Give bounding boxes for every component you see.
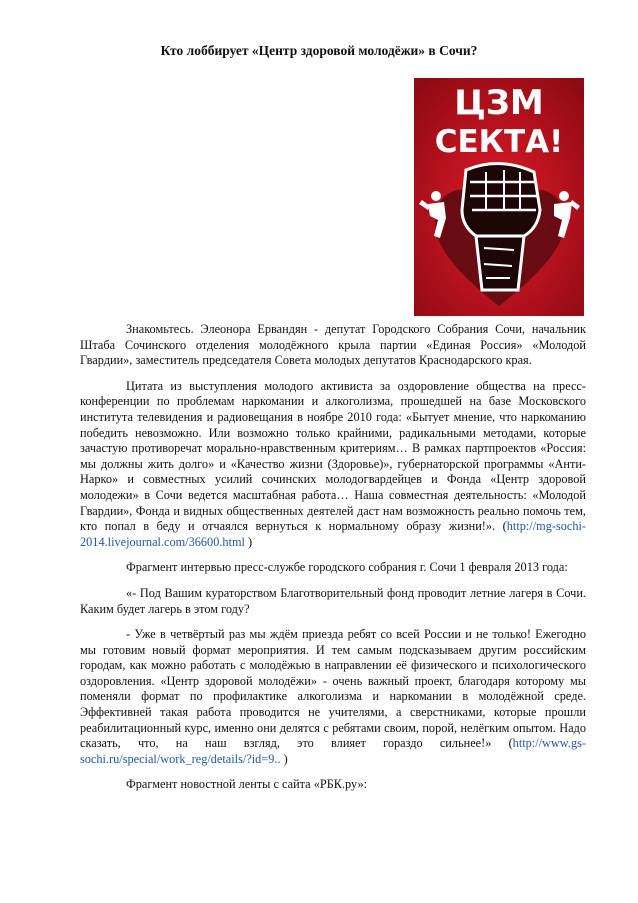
poster-text-line2: СЕКТА! — [434, 124, 564, 160]
answer-text: - Уже в четвёртый раз мы ждём приезда ребят со всей России и не только! Ежегодно мы готовим новый формат мероприятия. И тем самым подсказываем другим российским городам, как можно работать с молодёжью в направлении её физического и психологического оздоровления. «Центр здоровой молодёжи» - очень важный проект, благодаря которому мы поменяли формат по профилактике алкоголизма и наркомании в молодёжной среде. Эффективней такая работа проводится не учителями, а сверстниками, которые прошли реабилитационный курс, именно они делятся с ребятами своим, порой, нелёгким опытом. Надо сказать, что, на наш взгляд, это влияет гораздо сильнее!» ( — [80, 627, 586, 751]
paren-close: ) — [244, 534, 253, 549]
paragraph-quote — [80, 379, 586, 551]
paren-close: ) — [280, 751, 288, 766]
source-link-gs-sochi[interactable]: http://www.gs-sochi.ru/special/work_reg/details/?id=9.. — [80, 736, 586, 766]
poster-image — [414, 78, 584, 316]
quote-text: Цитата из выступления молодого активиста за оздоровление общества на пресс-конференции по проблемам наркомании и алкоголизма, прошедшей на базе Московского института телевидения и радиовещания в ноябре 2010 года: «Бытует мнение, что наркоманию победить невозможно. Или возможно только крайними, радикальными методами, которые зачастую противоречат морально-нравственным критериям… В рамках партпроектов «Россия: мы должны жить долго» и «Качество жизни (Здоровье)», губернаторской программы «Анти-Нарко» и совместных усилий сочинских молодогвардейцев и Фонда «Центр здоровой молодежи» в Сочи ведется масштабная работа… Наша совместная деятельность: «Молодой Гвардии», Фонда и видных общественных деятелей даст нам возможность реально помочь тем, кто попал в беду и отчаялся вернуться к нормальному образу жизни!». ( — [80, 378, 586, 534]
protest-fist-poster — [414, 78, 584, 316]
page-title: Кто лоббирует «Центр здоровой молодёжи» в Сочи? — [160, 43, 478, 58]
paragraph-question: «- Под Вашим кураторством Благотворительный фонд проводит летние лагеря в Сочи. Каким будет лагерь в этом году? — [80, 585, 586, 616]
poster-text-line1: ЦЗМ — [454, 83, 544, 123]
paragraph-answer — [80, 627, 586, 767]
paragraph-rbc: Фрагмент новостной ленты с сайта «РБК.ру»: — [126, 777, 368, 792]
paragraph-interview-intro: Фрагмент интервью пресс-службе городского собрания г. Сочи 1 февраля 2013 года: — [126, 560, 568, 575]
paragraph-intro: Знакомьтесь. Элеонора Ервандян - депутат Городского Собрания Сочи, начальник Штаба Сочинского отделения молодёжного крыла партии «Единая Россия» «Молодой Гвардии», заместитель председателя Совета молодых депутатов Краснодарского края. — [80, 322, 586, 368]
source-link-livejournal[interactable]: http://mg-sochi-2014.livejournal.com/36600.html — [80, 519, 586, 549]
article-body — [80, 322, 586, 803]
